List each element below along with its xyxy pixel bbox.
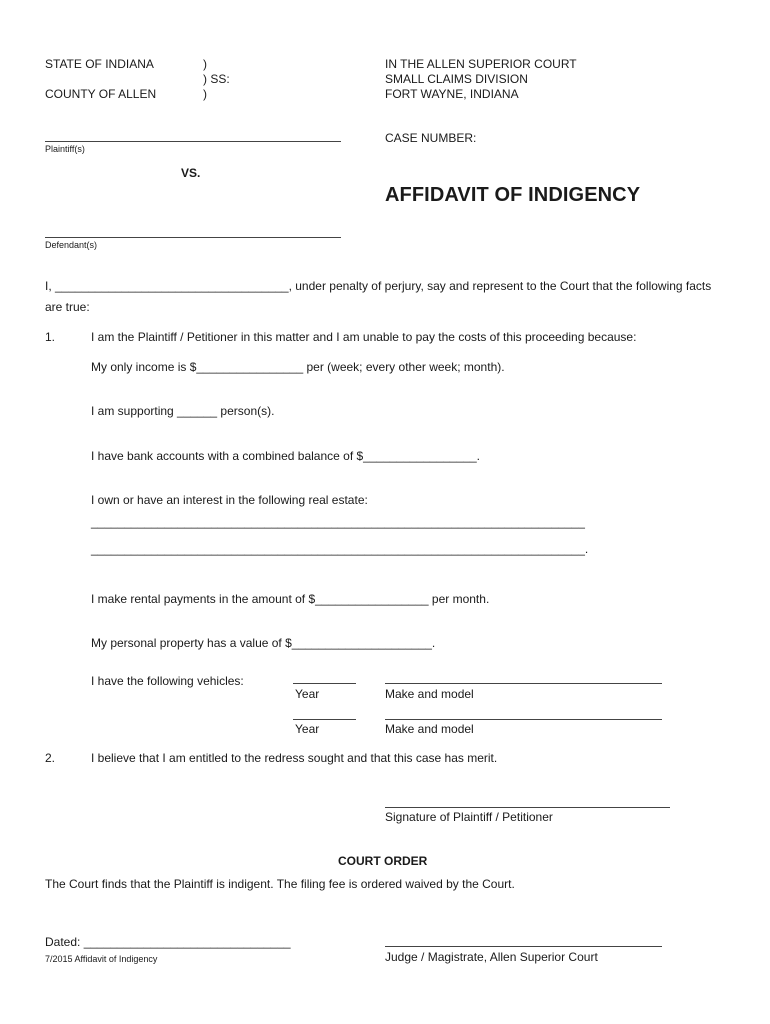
state-label: STATE OF INDIANA (45, 57, 154, 71)
rental-field[interactable]: I make rental payments in the amount of $_________________ per month. (91, 592, 490, 606)
vehicle-2-make-label: Make and model (385, 722, 474, 736)
real-estate-label: I own or have an interest in the following real estate: (91, 493, 368, 507)
signature-line[interactable] (385, 807, 670, 808)
court-division: SMALL CLAIMS DIVISION (385, 72, 528, 86)
judge-label: Judge / Magistrate, Allen Superior Court (385, 950, 598, 964)
court-order-heading: COURT ORDER (338, 854, 428, 868)
real-estate-line-1[interactable]: __________________________________________________________________________ (91, 515, 585, 529)
supporting-field[interactable]: I am supporting ______ person(s). (91, 404, 275, 418)
plaintiff-line[interactable] (45, 141, 341, 142)
intro-line-1: I, ___________________________________, under penalty of perjury, say and represent to the Court that the following facts (45, 279, 712, 293)
caption-paren-3: ) (203, 87, 207, 101)
real-estate-line-2[interactable]: __________________________________________________________________________. (91, 542, 589, 556)
vehicles-label: I have the following vehicles: (91, 674, 244, 688)
plaintiff-label: Plaintiff(s) (45, 144, 85, 154)
vehicle-1-year-label: Year (295, 687, 320, 701)
defendant-label: Defendant(s) (45, 240, 98, 250)
intro-line-2: are true: (45, 300, 90, 314)
case-number-label: CASE NUMBER: (385, 131, 477, 145)
vehicle-2-year-label: Year (295, 722, 320, 736)
court-location: FORT WAYNE, INDIANA (385, 87, 519, 101)
vs-label: VS. (181, 166, 201, 180)
caption-paren-1: ) (203, 57, 207, 71)
personal-property-field[interactable]: My personal property has a value of $_____________________. (91, 636, 436, 650)
document-title: AFFIDAVIT OF INDIGENCY (385, 184, 641, 206)
item-2-number: 2. (45, 751, 56, 765)
vehicle-2-make-line[interactable] (385, 719, 662, 720)
item-2-text: I believe that I am entitled to the redress sought and that this case has merit. (91, 751, 498, 765)
court-name: IN THE ALLEN SUPERIOR COURT (385, 57, 577, 71)
signature-label: Signature of Plaintiff / Petitioner (385, 810, 553, 824)
item-1-number: 1. (45, 330, 56, 344)
vehicle-2-year-line[interactable] (293, 719, 356, 720)
income-field[interactable]: My only income is $________________ per (week; every other week; month). (91, 360, 505, 374)
item-1-lead: I am the Plaintiff / Petitioner in this matter and I am unable to pay the costs of this proceeding because: (91, 330, 637, 344)
bank-balance-field[interactable]: I have bank accounts with a combined balance of $_________________. (91, 449, 480, 463)
court-order-text: The Court finds that the Plaintiff is indigent. The filing fee is ordered waived by the Court. (45, 877, 515, 891)
caption-paren-ss: ) SS: (203, 72, 230, 86)
vehicle-1-year-line[interactable] (293, 683, 356, 684)
defendant-line[interactable] (45, 237, 341, 238)
vehicle-1-make-line[interactable] (385, 683, 662, 684)
judge-signature-line[interactable] (385, 946, 662, 947)
vehicle-1-make-label: Make and model (385, 687, 474, 701)
county-label: COUNTY OF ALLEN (45, 87, 157, 101)
dated-field[interactable]: Dated: _______________________________ (45, 935, 291, 949)
form-footer: 7/2015 Affidavit of Indigency (45, 954, 158, 964)
